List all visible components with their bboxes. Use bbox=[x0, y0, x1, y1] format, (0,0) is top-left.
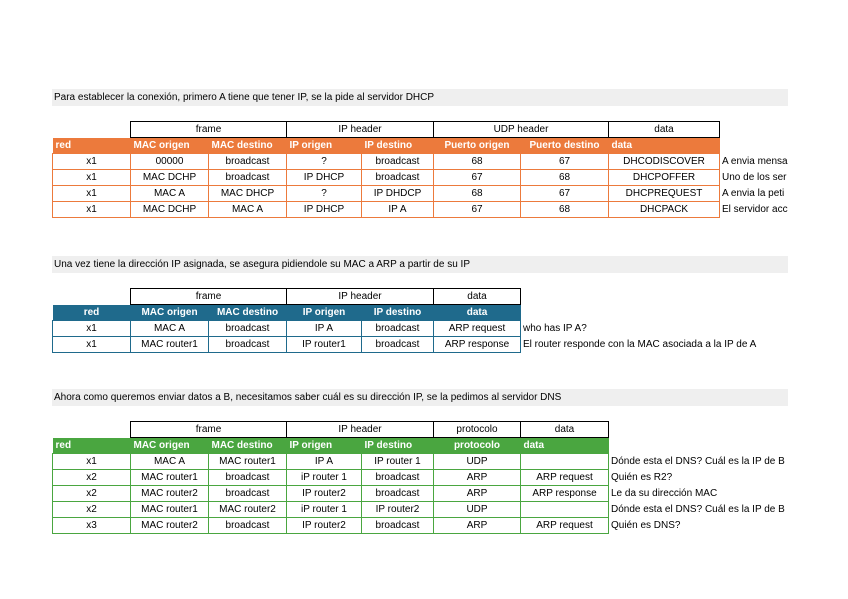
group-ip-header: IP header bbox=[287, 122, 434, 138]
cell: broadcast bbox=[209, 518, 287, 534]
cell: UDP bbox=[434, 454, 521, 470]
group-data: data bbox=[521, 422, 609, 438]
cell: iP router 1 bbox=[287, 502, 362, 518]
table-row bbox=[53, 518, 789, 534]
cell: ARP bbox=[434, 486, 521, 502]
cell: x1 bbox=[53, 337, 131, 353]
arp-table bbox=[52, 288, 789, 353]
header-mac-destino: MAC destino bbox=[209, 438, 287, 454]
section1-title: Para establecer la conexión, primero A tiene que tener IP, se la pide al servidor DHCP bbox=[52, 89, 788, 106]
section3-title: Ahora como queremos enviar datos a B, necesitamos saber cuál es su dirección IP, se la pedimos al servidor DNS bbox=[52, 389, 788, 406]
table-row bbox=[53, 470, 789, 486]
cell: ARP request bbox=[521, 470, 609, 486]
header-row bbox=[53, 438, 789, 454]
cell: MAC A bbox=[131, 454, 209, 470]
cell: DHCPACK bbox=[609, 202, 720, 218]
cell: IP DHCP bbox=[287, 202, 362, 218]
table-row bbox=[53, 337, 789, 353]
cell: MAC router2 bbox=[209, 502, 287, 518]
cell: 67 bbox=[434, 202, 521, 218]
group-frame: frame bbox=[131, 289, 287, 305]
row-note: who has IP A? bbox=[523, 323, 587, 334]
group-ip-header: IP header bbox=[287, 289, 434, 305]
header-puerto-origen: Puerto origen bbox=[434, 138, 521, 154]
group-data: data bbox=[609, 122, 720, 138]
cell: 68 bbox=[434, 154, 521, 170]
cell: DHCPREQUEST bbox=[609, 186, 720, 202]
cell: ARP bbox=[434, 518, 521, 534]
cell: 68 bbox=[434, 186, 521, 202]
cell: broadcast bbox=[209, 486, 287, 502]
cell: x1 bbox=[53, 186, 131, 202]
row-note: Dónde esta el DNS? Cuál es la IP de B bbox=[611, 504, 785, 515]
table-row bbox=[53, 321, 789, 337]
row-note: Le da su dirección MAC bbox=[611, 488, 718, 499]
cell: DHCODISCOVER bbox=[609, 154, 720, 170]
header-mac-destino: MAC destino bbox=[209, 305, 287, 321]
header-puerto-destino: Puerto destino bbox=[521, 138, 609, 154]
cell: MAC router2 bbox=[131, 486, 209, 502]
row-note: El router responde con la MAC asociada a la IP de A bbox=[523, 339, 757, 350]
cell: 67 bbox=[521, 186, 609, 202]
cell: ARP request bbox=[434, 321, 521, 337]
row-note: A envia la peti bbox=[722, 188, 785, 199]
cell: broadcast bbox=[362, 470, 434, 486]
cell: 67 bbox=[434, 170, 521, 186]
cell: IP router 1 bbox=[362, 454, 434, 470]
header-mac-origen: MAC origen bbox=[131, 438, 209, 454]
cell: MAC router1 bbox=[209, 454, 287, 470]
group-frame: frame bbox=[131, 122, 287, 138]
cell: ARP request bbox=[521, 518, 609, 534]
group-frame: frame bbox=[131, 422, 287, 438]
cell: x2 bbox=[53, 502, 131, 518]
cell: MAC A bbox=[209, 202, 287, 218]
cell: x3 bbox=[53, 518, 131, 534]
header-data: data bbox=[609, 138, 720, 154]
cell: IP router2 bbox=[362, 502, 434, 518]
cell: broadcast bbox=[362, 170, 434, 186]
table-row bbox=[53, 502, 789, 518]
cell: 67 bbox=[521, 154, 609, 170]
header-red: red bbox=[53, 438, 131, 454]
cell: MAC router2 bbox=[131, 518, 209, 534]
cell: MAC DCHP bbox=[131, 170, 209, 186]
cell: 68 bbox=[521, 202, 609, 218]
header-data: data bbox=[521, 438, 609, 454]
cell: IP A bbox=[287, 321, 362, 337]
table-row bbox=[53, 454, 789, 470]
cell: MAC A bbox=[131, 186, 209, 202]
header-ip-destino: IP destino bbox=[362, 138, 434, 154]
cell: broadcast bbox=[362, 518, 434, 534]
header-mac-origen: MAC origen bbox=[131, 138, 209, 154]
cell: broadcast bbox=[209, 321, 287, 337]
cell: x1 bbox=[53, 321, 131, 337]
cell: UDP bbox=[434, 502, 521, 518]
cell: MAC router1 bbox=[131, 470, 209, 486]
cell: IP router2 bbox=[287, 486, 362, 502]
header-row bbox=[53, 305, 789, 321]
table-row bbox=[53, 202, 789, 218]
cell: IP router1 bbox=[287, 337, 362, 353]
cell: x2 bbox=[53, 486, 131, 502]
header-ip-origen: IP origen bbox=[287, 138, 362, 154]
row-note: Quién es R2? bbox=[611, 472, 673, 483]
header-red: red bbox=[53, 138, 131, 154]
cell bbox=[521, 454, 609, 470]
table-row bbox=[53, 486, 789, 502]
cell: IP A bbox=[362, 202, 434, 218]
cell: x1 bbox=[53, 202, 131, 218]
header-ip-origen: IP origen bbox=[287, 438, 362, 454]
cell: x1 bbox=[53, 154, 131, 170]
dns-table bbox=[52, 421, 789, 534]
group-protocolo: protocolo bbox=[434, 422, 521, 438]
cell: x1 bbox=[53, 454, 131, 470]
group-ip-header: IP header bbox=[287, 422, 434, 438]
cell: MAC DCHP bbox=[131, 202, 209, 218]
cell: IP DHDCP bbox=[362, 186, 434, 202]
cell: broadcast bbox=[209, 170, 287, 186]
dhcp-table bbox=[52, 121, 789, 218]
section2-title: Una vez tiene la dirección IP asignada, se asegura pidiendole su MAC a ARP a partir de su IP bbox=[52, 256, 788, 273]
cell: 68 bbox=[521, 170, 609, 186]
header-ip-destino: IP destino bbox=[362, 305, 434, 321]
table-row bbox=[53, 186, 789, 202]
cell: ARP bbox=[434, 470, 521, 486]
header-data: data bbox=[434, 305, 521, 321]
cell: IP DHCP bbox=[287, 170, 362, 186]
cell: IP router2 bbox=[287, 518, 362, 534]
row-note: A envia mensa bbox=[722, 156, 788, 167]
cell: broadcast bbox=[362, 321, 434, 337]
cell: ? bbox=[287, 154, 362, 170]
cell: broadcast bbox=[362, 154, 434, 170]
row-note: Dónde esta el DNS? Cuál es la IP de B bbox=[611, 456, 785, 467]
cell: MAC router1 bbox=[131, 502, 209, 518]
cell: MAC router1 bbox=[131, 337, 209, 353]
cell: IP A bbox=[287, 454, 362, 470]
cell: ARP response bbox=[434, 337, 521, 353]
row-note: Quién es DNS? bbox=[611, 520, 681, 531]
cell: MAC DHCP bbox=[209, 186, 287, 202]
header-red: red bbox=[53, 305, 131, 321]
header-row bbox=[53, 138, 789, 154]
cell: ? bbox=[287, 186, 362, 202]
cell bbox=[521, 502, 609, 518]
row-note: El servidor acc bbox=[722, 204, 788, 215]
row-note: Uno de los ser bbox=[722, 172, 787, 183]
table-row bbox=[53, 154, 789, 170]
header-ip-origen: IP origen bbox=[287, 305, 362, 321]
cell: broadcast bbox=[209, 337, 287, 353]
cell: MAC A bbox=[131, 321, 209, 337]
cell: ARP response bbox=[521, 486, 609, 502]
header-mac-origen: MAC origen bbox=[131, 305, 209, 321]
header-mac-destino: MAC destino bbox=[209, 138, 287, 154]
cell: broadcast bbox=[362, 337, 434, 353]
cell: broadcast bbox=[362, 486, 434, 502]
cell: broadcast bbox=[209, 154, 287, 170]
header-ip-destino: IP destino bbox=[362, 438, 434, 454]
cell: broadcast bbox=[209, 470, 287, 486]
cell: x2 bbox=[53, 470, 131, 486]
cell: 00000 bbox=[131, 154, 209, 170]
cell: x1 bbox=[53, 170, 131, 186]
table-row bbox=[53, 170, 789, 186]
cell: iP router 1 bbox=[287, 470, 362, 486]
group-data: data bbox=[434, 289, 521, 305]
header-protocolo: protocolo bbox=[434, 438, 521, 454]
group-udp-header: UDP header bbox=[434, 122, 609, 138]
cell: DHCPOFFER bbox=[609, 170, 720, 186]
